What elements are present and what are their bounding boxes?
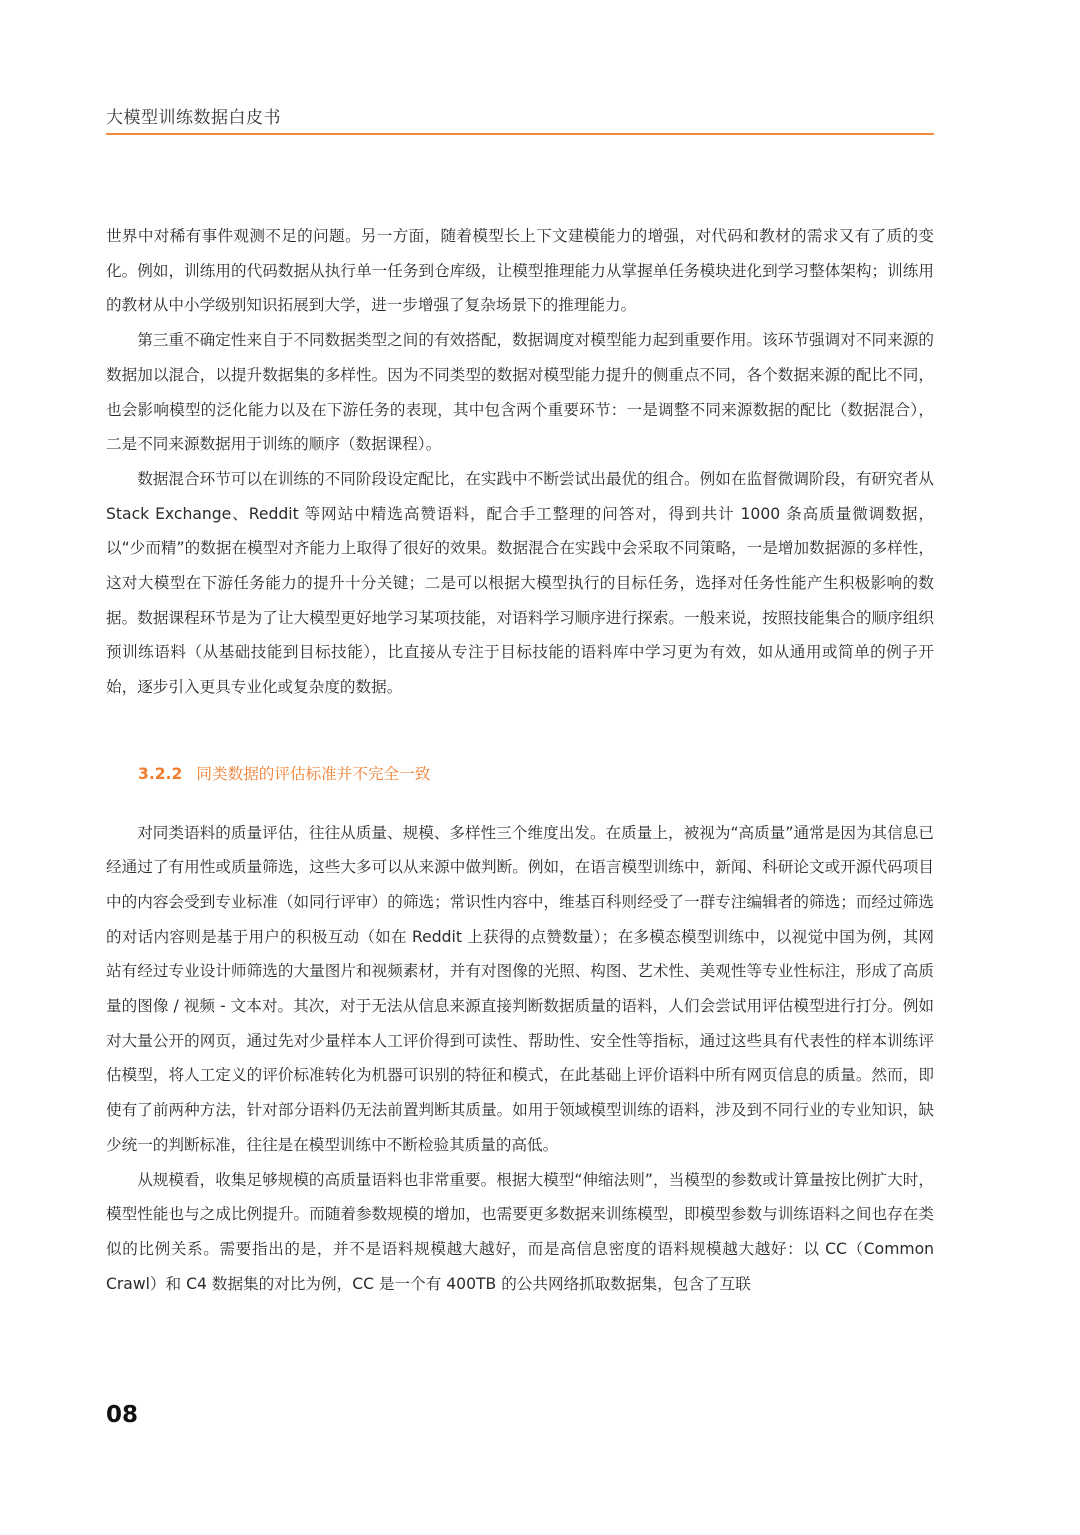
- header-title: 大模型训练数据白皮书: [106, 108, 281, 128]
- body-content: [106, 219, 934, 1301]
- paragraph: 第三重不确定性来自于不同数据类型之间的有效搭配，数据调度对模型能力起到重要作用。该环节强调对不同来源的数据加以混合，以提升数据集的多样性。因为不同类型的数据对模型能力提升的侧重点不同，各个数据来源的配比不同，也会影响模型的泛化能力以及在下游任务的表现，其中包含两个重要环节：一是调整不同来源数据的配比（数据混合），二是不同来源数据用于训练的顺序（数据课程）。: [106, 331, 934, 454]
- paragraph: 对同类语料的质量评估，往往从质量、规模、多样性三个维度出发。在质量上，被视为“高质量”通常是因为其信息已经通过了有用性或质量筛选，这些大多可以从来源中做判断。例如，在语言模型训练中，新闻、科研论文或开源代码项目中的内容会受到专业标准（如同行评审）的筛选；常识性内容中，维基百科则经受了一群专注编辑者的筛选；而经过筛选的对话内容则是基于用户的积极互动（如在 Reddit 上获得的点赞数量）；在多模态模型训练中，以视觉中国为例，其网站有经过专业设计师筛选的大量图片和视频素材，并有对图像的光照、构图、艺术性、美观性等专业性标注，形成了高质量的图像 / 视频 - 文本对。其次，对于无法从信息来源直接判断数据质量的语料，人们会尝试用评估模型进行打分。例如对大量公开的网页，通过先对少量样本人工评价得到可读性、帮助性、安全性等指标，通过这些具有代表性的样本训练评估模型，将人工定义的评价标准转化为机器可识别的特征和模式，在此基础上评价语料中所有网页信息的质量。然而，即使有了前两种方法，针对部分语料仍无法前置判断其质量。如用于领域模型训练的语料，涉及到不同行业的专业知识，缺少统一的判断标准，往往是在模型训练中不断检验其质量的高低。: [106, 823, 934, 1154]
- paragraph: 数据混合环节可以在训练的不同阶段设定配比，在实践中不断尝试出最优的组合。例如在监督微调阶段，有研究者从 Stack Exchange、Reddit 等网站中精选高赞语料，配合手工整理的问答对，得到共计 1000 条高质量微调数据，以“少而精”的数据在模型对齐能力上取得了很好的效果。数据混合在实践中会采取不同策略，一是增加数据源的多样性，这对大模型在下游任务能力的提升十分关键；二是可以根据大模型执行的目标任务，选择对任务性能产生积极影响的数据。数据课程环节是为了让大模型更好地学习某项技能，对语料学习顺序进行探索。一般来说，按照技能集合的顺序组织预训练语料（从基础技能到目标技能），比直接从专注于目标技能的语料库中学习更为有效，如从通用或简单的例子开始，逐步引入更具专业化或复杂度的数据。: [106, 469, 934, 697]
- page-number: 08: [106, 1402, 139, 1428]
- section-title: 同类数据的评估标准并不完全一致: [196, 764, 431, 783]
- section-number: 3.2.2: [138, 764, 183, 783]
- paragraph: 世界中对稀有事件观测不足的问题。另一方面，随着模型长上下文建模能力的增强，对代码和教材的需求又有了质的变化。例如，训练用的代码数据从执行单一任务到仓库级，让模型推理能力从掌握单任务模块进化到学习整体架构；训练用的教材从中小学级别知识拓展到大学，进一步增强了复杂场景下的推理能力。: [106, 227, 934, 315]
- paragraph: 从规模看，收集足够规模的高质量语料也非常重要。根据大模型“伸缩法则”，当模型的参数或计算量按比例扩大时，模型性能也与之成比例提升。而随着参数规模的增加，也需要更多数据来训练模型，即模型参数与训练语料之间也存在类似的比例关系。需要指出的是，并不是语料规模越大越好，而是高信息密度的语料规模越大越好：以 CC（Common Crawl）和 C4 数据集的对比为例，CC 是一个有 400TB 的公共网络抓取数据集，包含了互联: [106, 1170, 934, 1293]
- page-header: [106, 100, 934, 135]
- section-heading: [106, 757, 934, 792]
